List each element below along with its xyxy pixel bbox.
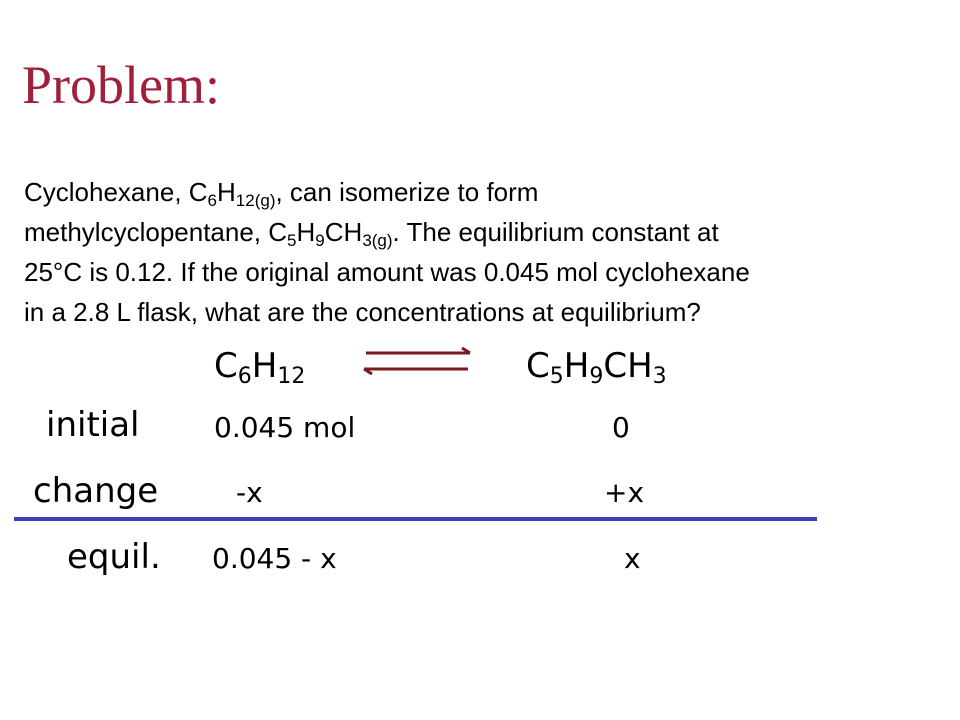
equilibrium-arrows-icon [358, 341, 476, 381]
equil-reactant: 0.045 - x [212, 542, 337, 575]
row-label-change: change [33, 471, 159, 511]
text-span: . The equilibrium constant at [392, 217, 719, 247]
product-formula [526, 346, 667, 389]
subscript: 3 [652, 364, 667, 389]
subscript: 9 [315, 231, 325, 250]
subscript: 9 [589, 364, 604, 389]
subscript: 6 [237, 364, 252, 389]
text-span: Cyclohexane, C [24, 177, 208, 207]
text-span: H [251, 346, 278, 386]
change-product: +x [604, 476, 645, 509]
subscript: 5 [549, 364, 564, 389]
text-span: CH [324, 217, 363, 247]
text-span: CH [603, 346, 653, 386]
problem-line-4: in a 2.8 L flask, what are the concentrations at equilibrium? [24, 297, 701, 327]
text-span: C [526, 346, 550, 386]
equil-product: x [624, 542, 641, 575]
problem-line-2 [24, 212, 944, 252]
text-span: H [296, 217, 316, 247]
subscript: 5 [287, 231, 297, 250]
initial-product: 0 [612, 411, 630, 444]
row-label-equil: equil. [67, 537, 161, 577]
problem-statement [24, 172, 944, 332]
page-title: Problem: [22, 55, 220, 115]
subscript: 3(g) [362, 231, 393, 250]
table-divider [14, 517, 817, 521]
change-reactant: -x [236, 476, 263, 509]
subscript: 12 [277, 364, 306, 389]
text-span: , can isomerize to form [275, 177, 539, 207]
initial-reactant: 0.045 mol [214, 411, 356, 444]
problem-line-1 [24, 172, 944, 212]
subscript: 12(g) [235, 191, 276, 210]
problem-line-3: 25°C is 0.12. If the original amount was 0.045 mol cyclohexane [24, 257, 750, 287]
reactant-formula [214, 346, 306, 389]
text-span: H [563, 346, 590, 386]
text-span: H [217, 177, 236, 207]
text-span: methylcyclopentane, C [24, 217, 288, 247]
row-label-initial: initial [46, 405, 140, 445]
subscript: 6 [207, 191, 218, 210]
text-span: C [214, 346, 238, 386]
